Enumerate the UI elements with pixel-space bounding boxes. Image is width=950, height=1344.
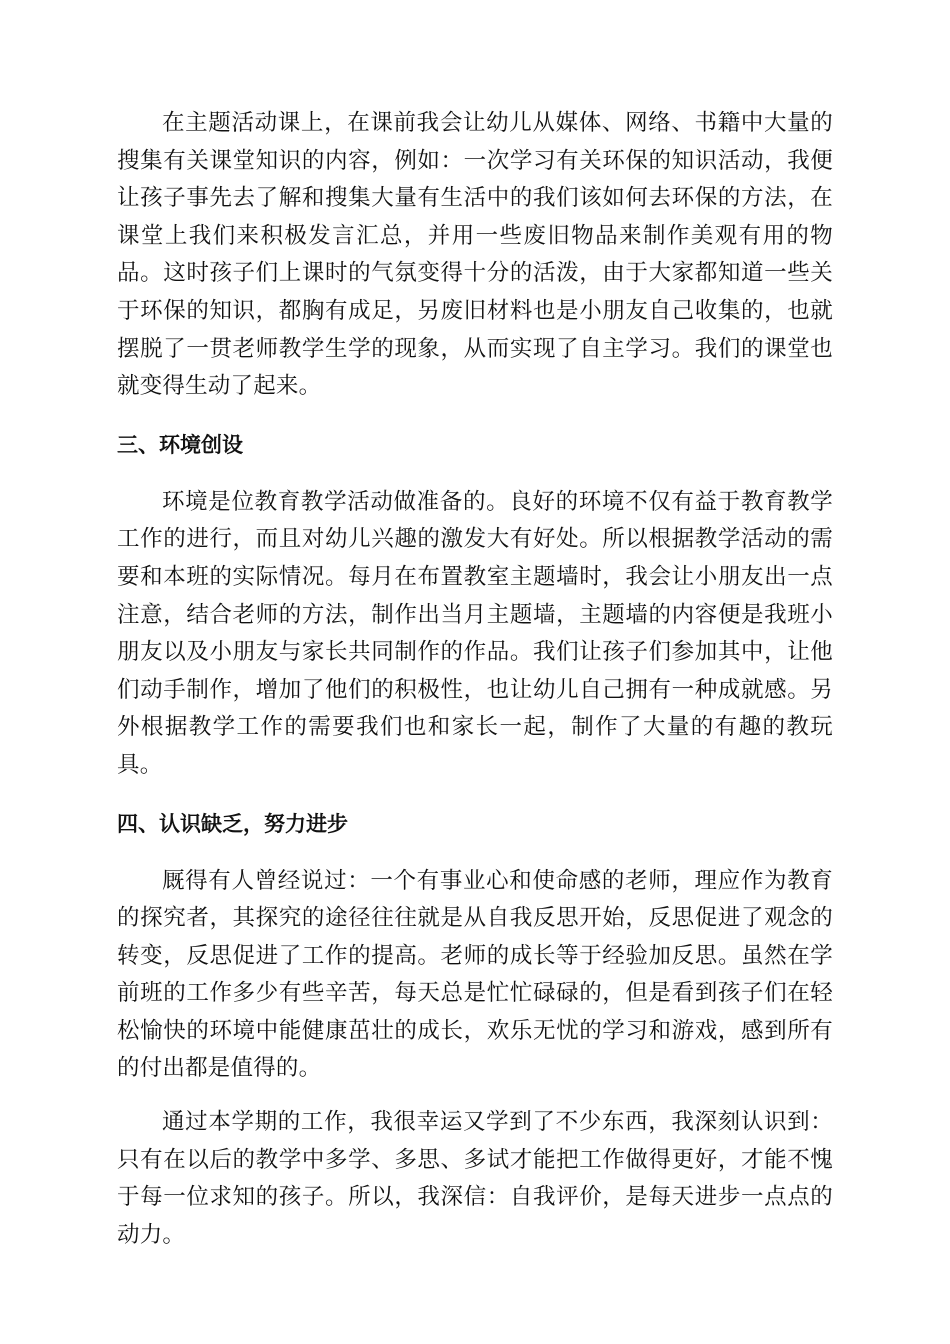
paragraph-theme-activity: 在主题活动课上，在课前我会让幼儿从媒体、网络、书籍中大量的搜集有关课堂知识的内容，例如：一次学习有关环保的知识活动，我便让孩子事先去了解和搜集大量有生活中的我们该如何去环保的方法，在课堂上我们来积极发言汇总，并用一些废旧物品来制作美观有用的物品。这时孩子们上课时的气氛变得十分的活泼，由于大家都知道一些关于环保的知识，都胸有成足，另废旧材料也是小朋友自己收集的，也就摆脱了一贯老师教学生学的现象，从而实现了自主学习。我们的课堂也就变得生动了起来。 <box>117 110 833 400</box>
document-page <box>117 105 833 1254</box>
paragraph-reflection: 厩得有人曾经说过：一个有事业心和使命感的老师，理应作为教育的探究者，其探究的途径往往就是从自我反思开始，反思促进了观念的转变，反思促进了工作的提高。老师的成长等于经验加反思。虽然在学前班的工作多少有些辛苦，每天总是忙忙碌碌的，但是看到孩子们在轻松愉快的环境中能健康茁壮的成长，欢乐无忧的学习和游戏，感到所有的付出都是值得的。 <box>117 867 833 1082</box>
paragraph-environment: 环境是位教育教学活动做准备的。良好的环境不仅有益于教育教学工作的进行，而且对幼儿兴趣的激发大有好处。所以根据教学活动的需要和本班的实际情况。每月在布置教室主题墙时，我会让小朋友出一点注意，结合老师的方法，制作出当月主题墙，主题墙的内容便是我班小朋友以及小朋友与家长共同制作的作品。我们让孩子们参加其中，让他们动手制作，增加了他们的积极性，也让幼儿自己拥有一种成就感。另外根据教学工作的需要我们也和家长一起，制作了大量的有趣的教玩具。 <box>117 488 833 778</box>
section-heading-reflection: 四、认识缺乏，努力进步 <box>117 811 348 836</box>
paragraph-conclusion: 通过本学期的工作，我很幸运又学到了不少东西，我深刻认识到：只有在以后的教学中多学、多思、多试才能把工作做得更好，才能不愧于每一位求知的孩子。所以，我深信：自我评价，是每天进步一点点的动力。 <box>117 1109 833 1248</box>
section-heading-environment: 三、环境创设 <box>117 432 243 457</box>
